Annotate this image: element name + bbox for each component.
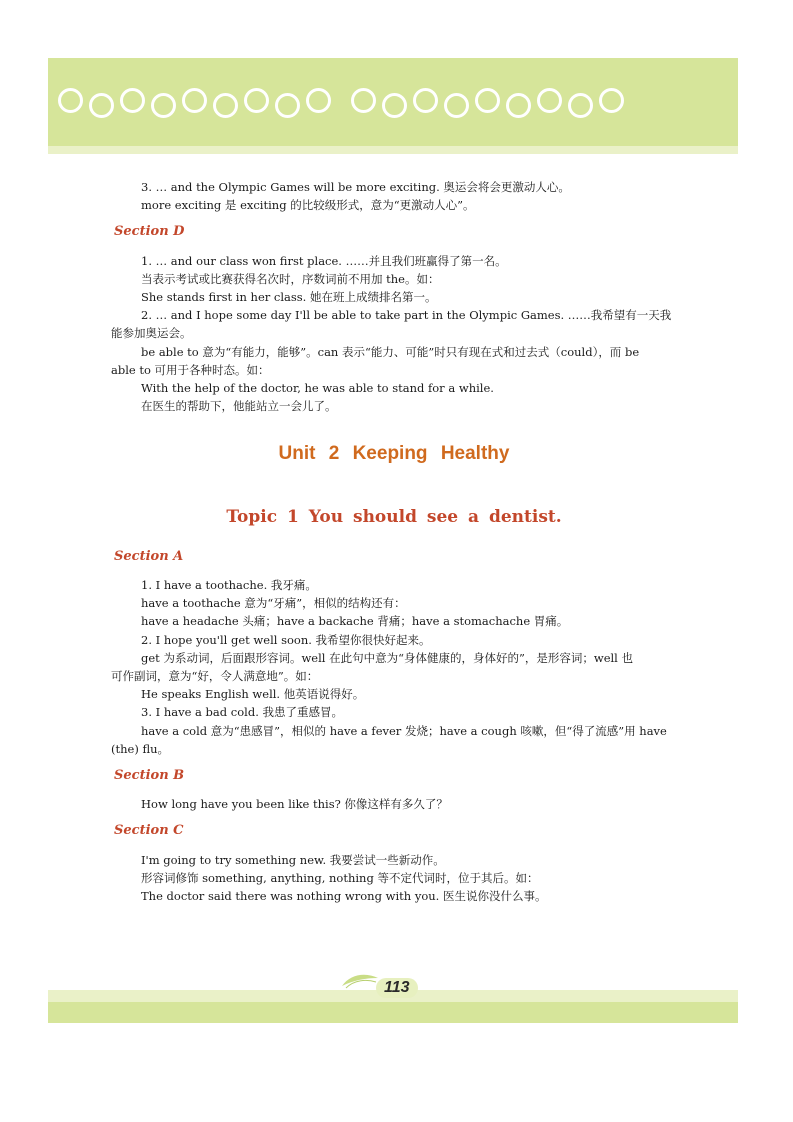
text-line: get 为系动词，后面跟形容词。well 在此句中意为“身体健康的，身体好的”，是形容词；well 也 [141,650,634,665]
ring-icon [506,93,531,118]
section-d-heading: Section D [114,224,185,240]
unit-title: Unit 2 Keeping Healthy [278,443,510,465]
section-a-heading: Section A [114,548,184,564]
ring-icon [537,88,562,113]
ring-icon [306,88,331,113]
text-line: She stands first in her class. 她在班上成绩排名第一。 [141,290,437,305]
leaf-icon [340,970,380,990]
text-line: 形容词修饰 something, anything, nothing 等不定代词时，位于其后。如： [141,870,539,885]
text-line: able to 可用于各种时态。如： [111,362,270,377]
text-line: have a headache 头痛；have a backache 背痛；have a stomachache 胃痛。 [141,614,569,629]
ring-icon [351,88,376,113]
ring-icon [120,88,145,113]
page-content [111,178,674,905]
text-line: be able to 意为“有能力，能够”。can 表示“能力、可能”时只有现在式和过去式（could），而 be [141,344,640,359]
text-line: 能参加奥运会。 [111,326,192,341]
text-line: The doctor said there was nothing wrong with you. 医生说你没什么事。 [141,889,547,904]
text-line: 3. … and the Olympic Games will be more exciting. 奥运会将会更激动人心。 [141,180,570,194]
text-line: With the help of the doctor, he was able to stand for a while. [141,381,494,396]
text-line: I'm going to try something new. 我要尝试一些新动作。 [141,852,445,867]
ring-icon [444,93,469,118]
ring-icon [382,93,407,118]
text-line: more exciting 是 exciting 的比较级形式，意为“更激动人心”。 [141,198,475,213]
header-circles-decoration [58,88,728,118]
ring-icon [599,88,624,113]
section-c-heading: Section C [114,823,184,839]
text-line: have a toothache 意为“牙痛”，相似的结构还有： [141,596,406,611]
text-line: 在医生的帮助下，他能站立一会儿了。 [141,399,337,414]
text-line: (the) flu。 [111,741,170,756]
ring-icon [151,93,176,118]
ring-icon [413,88,438,113]
ring-icon [89,93,114,118]
text-line: 2. … and I hope some day I'll be able to take part in the Olympic Games. ……我希望有一天我 [141,308,672,323]
header-band-edge [48,146,738,154]
ring-icon [244,88,269,113]
text-line: 1. I have a toothache. 我牙痛。 [141,578,317,593]
ring-icon [213,93,238,118]
ring-icon [58,88,83,113]
text-line: He speaks English well. 他英语说得好。 [141,687,365,702]
text-line: have a cold 意为“患感冒”，相似的 have a fever 发烧；have a cough 咳嗽，但“得了流感”用 have [141,723,667,738]
text-line: 2. I hope you'll get well soon. 我希望你很快好起来。 [141,632,431,647]
page-number: 113 [376,978,418,998]
ring-icon [275,93,300,118]
text-line: 3. I have a bad cold. 我患了重感冒。 [141,705,344,720]
text-line: How long have you been like this? 你像这样有多久了？ [141,797,448,812]
ring-icon [475,88,500,113]
topic-title: Topic 1 You should see a dentist. [226,506,562,527]
ring-icon [568,93,593,118]
text-line: 可作副词，意为“好，令人满意地”。如： [111,669,319,684]
ring-icon [182,88,207,113]
text-line: 1. … and our class won first place. ……并且我们班赢得了第一名。 [141,253,507,268]
text-line: 当表示考试或比赛获得名次时，序数词前不用加 the。如： [141,271,440,286]
section-b-heading: Section B [114,768,185,784]
